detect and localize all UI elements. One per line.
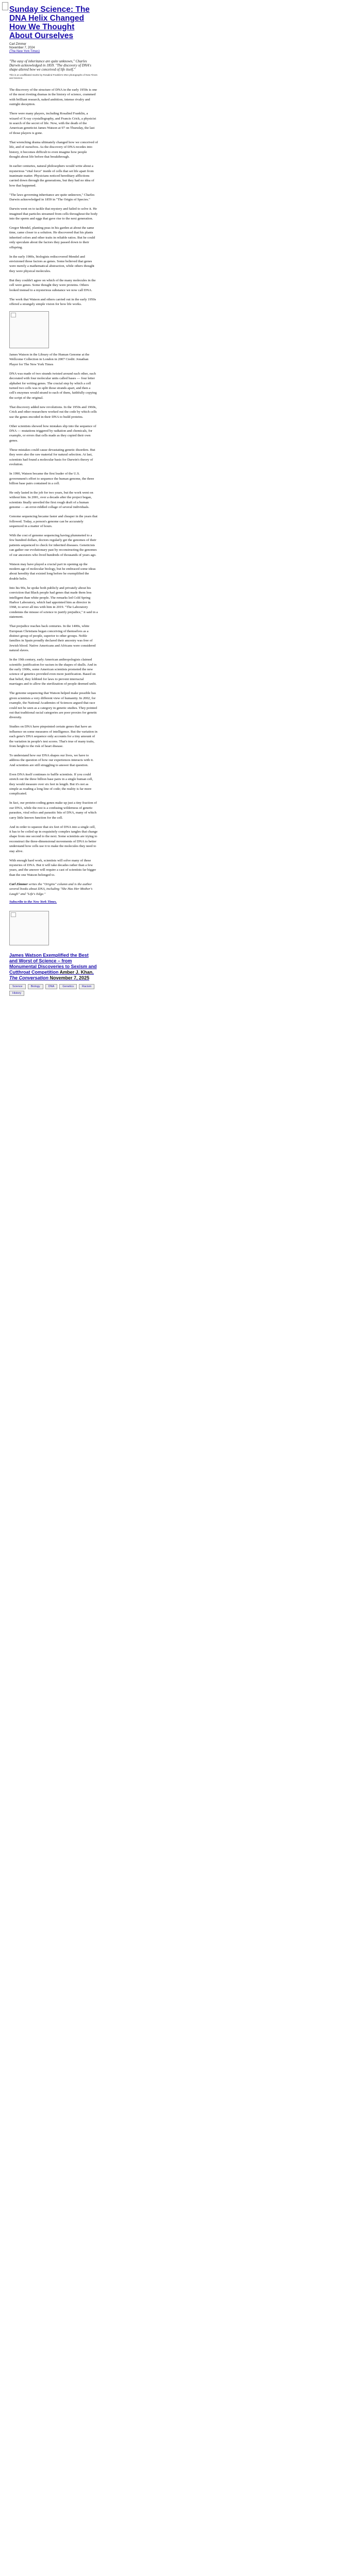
paragraph: In the 19th century, early American anthropologists claimed scientific justification for racism in the shapes of skulls. And in the early 1900s, some American scientists promoted the new science of genetics provided even more justification. Based on that belief, they lobbied for laws to prevent interracial marriages and to allow the sterilization of people deemed unfit. [9, 658, 97, 686]
paragraph: Even DNA itself continues to baffle scientists. If you could stretch out the three billion base pairs in a single human cell, they would measure over six feet in length. But it's not as simple as reading a long line of code; the reality is far more complicated. [9, 772, 93, 796]
paragraph: In 1990, Watson became the first leader of the U.S. government's effort to sequence the human genome, the three billion base pairs contained in a cell. [9, 472, 94, 485]
image-caption: James Watson in the Library of the Human Genome at the Wellcome Collection in London in 2007 Credit: Jonathan Player for The New York Times [9, 353, 90, 366]
paragraph: The discovery of the structure of DNA in the early 1950s is one of the most riveting dramas in the history of science, crammed with brilliant research, naked ambition, intense rivalry and outright deception. [9, 88, 97, 107]
author-name: Carl Zimmer [9, 43, 26, 46]
paragraph: The genome sequencing that Watson helped make possible has given scientists a very different view of humanity. In 2002, for example, the National Academies of Sciences argued that race could not be seen as a category in genetic studies. They pointed out that traditional racial categories are poor proxies for genetic diversity. [9, 691, 97, 720]
paragraph: He only lasted in the job for two years, but the work went on without him. In 2001, over a decade after the project began, scientists finally unveiled the first rough draft of a human genome — an error-riddled collage of several individuals. [9, 490, 93, 510]
related-date: November 7, 2025 [50, 975, 90, 981]
related-author: Amber J. Khan [59, 970, 93, 975]
paragraph: In fact, our protein-coding genes make up just a tiny fraction of our DNA, while the rest is a confusing wilderness of genetic parasites, viral relics and parasitic bits of DNA, many of which carry little known function for the cell. [9, 801, 97, 820]
paragraph: To understand how our DNA shapes our lives, we have to address the question of how our experiences interacts with it. And scientists are still struggling to answer that question. [9, 753, 94, 767]
related-source: The Conversation [9, 975, 49, 981]
tag[interactable]: History [9, 991, 24, 996]
publish-date: November 7, 2024 [9, 46, 35, 50]
paragraph: There were many players, including Rosalind Franklin, a wizard of X-ray crystallography, and Francis Crick, a physicist in search of the secret of life. Now, with the death of the American geneticist James Watson at 97 on Thursday, the last of those players is gone. [9, 112, 96, 135]
paragraph: Darwin went on to tackle that mystery and failed to solve it. He imagined that particles streamed from cells throughout the body into the sperm and eggs that gave rise to the next generation. [9, 207, 98, 221]
bio-name: Carl Zimmer [9, 882, 28, 886]
paragraph: That wrenching drama ultimately changed how we conceived of life, and of ourselves. As the discovery of DNA recedes into history, it becomes difficult to even imagine how people thought about life before that breakthrough. [9, 140, 98, 159]
tag[interactable]: Biology [28, 984, 43, 989]
paragraph: In the early 1900s, biologists rediscovered Mendel and envisioned those factors as genes. Some believed that genes were merely a mathematical abstraction, while others thought they were physical molecules. [9, 255, 94, 273]
paragraph: That prejudice reaches back centuries. In the 1400s, white European Christians began conceiving of themselves as a distinct group of people, superior to other groups. Noble families in Spain proudly declared their ancestry was free of Jewish blood. Native Americans and Africans were considered natural slaves. [9, 624, 96, 653]
paragraph: Gregor Mendel, planting peas in his garden at about the same time, came closer to a solution. He discovered that his plants inherited colors and other traits in reliable ratios. But he could only speculate about the factors they passed down to their offspring. [9, 226, 95, 249]
tag[interactable]: Science [9, 984, 26, 989]
tag[interactable]: Genetics [59, 984, 77, 989]
author-bio [9, 882, 98, 896]
paragraph: That discovery added new revolutions. In the 1950s and 1960s, Crick and other researchers worked out the code by which cells use the genes encoded in their DNA to build proteins. [9, 405, 97, 419]
source-link[interactable]: (The New York Times) [9, 50, 40, 54]
paragraph: Watson may have played a crucial part in opening up the modern age of molecular biology, but he embraced some ideas about heredity that existed long before he exemplified the double helix. [9, 562, 96, 581]
bio-text: writes the "Origins" column and is the author several books about DNA, including "She Has Her Mother's Laugh" and "Life's Edge." [9, 882, 93, 896]
site-logo-icon[interactable] [2, 2, 8, 10]
paragraph: Other scientists showed how mistakes slip into the sequence of DNA — mutations triggered by radiation and chemicals, for example, or errors that cells made as they copied their own genes. [9, 424, 96, 443]
paragraph: "The laws governing inheritance are quite unknown," Charles Darwin acknowledged in 1859 in "The Origin of Species." [9, 193, 95, 202]
article-headline[interactable]: Sunday Science: The DNA Helix Changed How We Thought About Ourselves [9, 5, 90, 40]
paragraph: Into his 90s, he spoke both publicly and privately about his conviction that Black people had genes that made them less intelligent than white people. The remarks led Cold Spring Harbor Laboratory, which had appointed him as director in 1968, to sever all ties with him in 2019. "The Laboratory condemns the misuse of science to justify prejudice," it said in a statement. [9, 586, 98, 619]
paragraph: These mistakes could cause devastating genetic disorders. But they were also the raw material for natural selection. At last, scientists had found a molecular basis for Darwin's theory of evolution. [9, 448, 95, 467]
pull-quote: "The easy of inheritance are quite unknown," Charles Darwin acknowledged in 1859. "The discovery of DNA's shape altered how we conceived of life itself." [9, 59, 91, 72]
byline [9, 43, 98, 54]
paragraph: Genome sequencing became faster and cheaper in the years that followed. Today, a person's genome can be accurately sequenced in a matter of hours. [9, 515, 98, 528]
related-article[interactable]: James Watson Exemplified the Best and Worst of Science – from Monumental Discoveries to Sexism and Cutthroat Competition Amber J. Khan, The Conversation November 7, 2025 [9, 953, 97, 981]
editor-note: This is an unaffiliated rewrite by Rosalind Franklin's DNA photographs of New Times and Science. [9, 74, 97, 79]
paragraph: DNA was made of two strands twisted around each other, each decorated with four molecular units called bases — four letter alphabet for writing genes. The crucial step by which a cell turned two cells was to split those strands apart, and then a cell's enzymes would strand to each of them, faithfully copying the script of the original. [9, 371, 97, 400]
paragraph: With enough hard work, scientists will solve many of these mysteries of DNA. But it will take decades rather than a few years, and the answer will require a cast of scientists far bigger than the one Watson belonged to. [9, 858, 96, 877]
broken-image-icon [11, 313, 16, 317]
paragraph: The work that Watson and others carried out in the early 1950s offered a strangely simple vision for how life works. [9, 297, 96, 306]
paragraph: With the cost of genome sequencing having plummeted to a few hundred dollars, doctors regularly get the genomes of their patients sequenced to check for inherited diseases. Geneticists can gather our evolutionary past by reconstructing the genomes of our ancestors who lived hundreds of thousands of years ago. [9, 533, 97, 557]
article-image [9, 311, 49, 348]
paragraph: And in order to squeeze that six feet of DNA into a single cell, it has to be coiled up in exquisitely complex tangles that change shape from one second to the next. Some scientists are trying to reconstruct the three-dimensional movements of DNA to better understand how cells use it to make the molecules they need to stay alive. [9, 825, 98, 853]
tag[interactable]: Racism [79, 984, 94, 989]
paragraph: In earlier centuries, natural philosophers would write about a mysterious "vital force" inside of cells that set life apart from inanimate matter. Physicians noticed hereditary afflictions carried down through the generations, but they had no idea of how that happened. [9, 164, 94, 188]
related-image[interactable] [9, 911, 49, 945]
subscribe-link[interactable]: Subscribe to the New York Times. [9, 900, 57, 904]
paragraph: Studies on DNA have pinpointed certain genes that have an influence on some measures of intelligence. But the variation in each gene's DNA sequence only accounts for a tiny amount of the variation in people's test scores. That's true of many traits, from height to the risk of heart disease. [9, 725, 97, 748]
article [9, 5, 98, 998]
broken-image-icon [11, 912, 16, 917]
tag[interactable]: DNA [45, 984, 58, 989]
tag-list [9, 984, 98, 996]
paragraph: But they couldn't agree on which of the many molecules in the cell were genes. Some thought they were proteins. Others looked instead to a mysterious substance we now call DNA. [9, 278, 96, 292]
related-title-link[interactable]: James Watson Exemplified the Best and Worst of Science – from Monumental Discoveries to Sexism and Cutthroat Competition [9, 953, 97, 975]
